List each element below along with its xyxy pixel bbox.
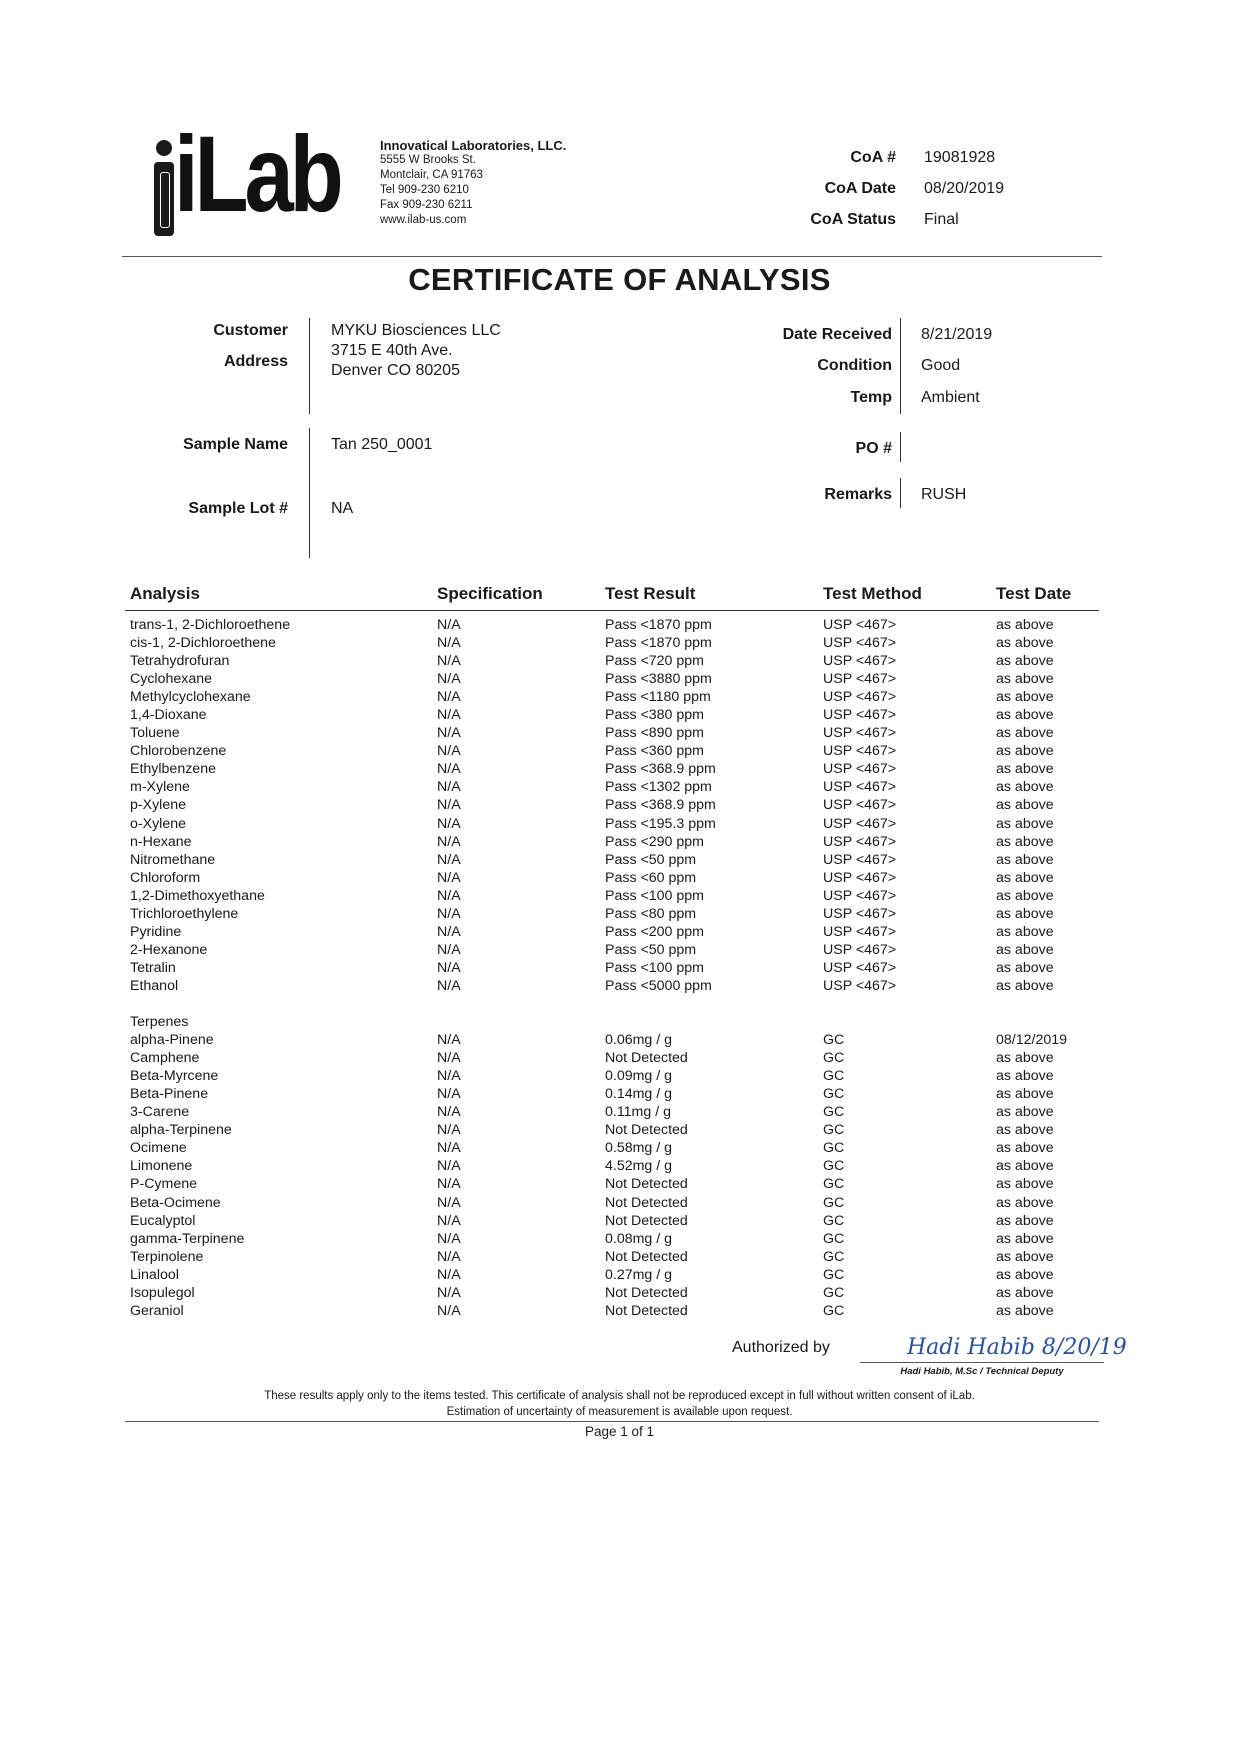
header-analysis: Analysis — [130, 584, 200, 603]
cell-analysis: 2-Hexanone — [130, 941, 208, 958]
cell-test-result: Not Detected — [605, 1194, 688, 1211]
cell-test-method: GC — [823, 1158, 845, 1175]
sample-name-label: Sample Name — [183, 436, 288, 453]
cell-test-date: as above — [996, 617, 1054, 633]
cell-analysis: n-Hexane — [130, 833, 192, 850]
cell-analysis: Eucalyptol — [130, 1212, 196, 1229]
cell-test-method: USP <467> — [823, 761, 897, 778]
table-row — [130, 1067, 1090, 1085]
cell-test-date: as above — [996, 1122, 1054, 1139]
signatory-caption: Hadi Habib, M.Sc / Technical Deputy — [900, 1366, 1064, 1377]
cell-test-result: Not Detected — [605, 1284, 688, 1301]
cell-test-method: GC — [823, 1194, 845, 1211]
cell-test-date: as above — [996, 689, 1054, 706]
cell-test-result: Pass <360 ppm — [605, 743, 704, 760]
coa-labels — [780, 142, 896, 235]
cell-analysis: P-Cymene — [130, 1176, 198, 1193]
cell-test-method: USP <467> — [823, 887, 897, 904]
remarks-label: Remarks — [824, 486, 892, 503]
table-row — [130, 706, 1090, 724]
company-name: Innovatical Laboratories, LLC. — [380, 138, 567, 153]
cell-analysis: Terpenes — [130, 1014, 189, 1031]
cell-test-result: Not Detected — [605, 1248, 688, 1265]
header-divider — [122, 256, 1102, 257]
cell-test-result: 0.11mg / g — [605, 1104, 671, 1121]
cell-specification: N/A — [437, 905, 461, 922]
cell-test-result: Pass <1870 ppm — [605, 635, 712, 652]
cell-test-result: Not Detected — [605, 1212, 688, 1229]
company-city: Montclair, CA 91763 — [380, 169, 483, 181]
cell-specification: N/A — [437, 1248, 461, 1265]
remarks-divider — [900, 478, 901, 508]
cell-specification: N/A — [437, 887, 461, 904]
cell-test-method: USP <467> — [823, 959, 897, 976]
cell-specification: N/A — [437, 977, 461, 994]
cell-specification: N/A — [437, 1212, 461, 1229]
cell-analysis: p-Xylene — [130, 797, 186, 814]
cell-specification: N/A — [437, 1050, 461, 1067]
cell-test-method: USP <467> — [823, 977, 897, 994]
cell-analysis: Chlorobenzene — [130, 743, 227, 760]
cell-test-method: USP <467> — [823, 923, 897, 940]
cell-test-method: GC — [823, 1122, 845, 1139]
cell-test-method: GC — [823, 1068, 845, 1085]
cell-test-method: GC — [823, 1050, 845, 1067]
coa-values — [924, 142, 1004, 235]
signature-line — [860, 1362, 1104, 1363]
cell-test-result: Not Detected — [605, 1122, 688, 1139]
cell-test-date: as above — [996, 635, 1054, 652]
cell-analysis: Tetralin — [130, 959, 176, 976]
cell-specification: N/A — [437, 653, 461, 670]
cell-specification: N/A — [437, 851, 461, 868]
cell-test-result: Pass <1302 ppm — [605, 779, 712, 796]
cell-test-result: 0.08mg / g — [605, 1230, 673, 1247]
table-row — [130, 1031, 1090, 1049]
cell-specification: N/A — [437, 959, 461, 976]
customer-label: Customer — [213, 322, 288, 339]
cell-analysis: Nitromethane — [130, 851, 216, 868]
header-specification: Specification — [437, 584, 543, 603]
cell-test-method: GC — [823, 1302, 845, 1319]
cell-test-result: Pass <195.3 ppm — [605, 815, 716, 832]
cell-analysis: cis-1, 2-Dichloroethene — [130, 635, 276, 652]
table-row — [130, 833, 1090, 851]
cell-test-method: USP <467> — [823, 797, 897, 814]
table-row — [130, 1194, 1090, 1212]
table-row — [130, 1103, 1090, 1121]
coa-number: 19081928 — [924, 149, 996, 166]
cell-analysis: Ocimene — [130, 1140, 187, 1157]
table-row — [130, 851, 1090, 869]
cell-specification: N/A — [437, 689, 461, 706]
cell-test-date: as above — [996, 1302, 1054, 1319]
cell-specification: N/A — [437, 617, 461, 633]
cell-test-method: USP <467> — [823, 779, 897, 796]
signature-text: Hadi Habib 8/20/19 — [907, 1335, 1127, 1360]
condition: Good — [921, 357, 961, 374]
table-row — [130, 1248, 1090, 1266]
cell-test-date: as above — [996, 761, 1054, 778]
table-row — [130, 778, 1090, 796]
cell-test-result: Pass <5000 ppm — [605, 977, 712, 994]
table-row — [130, 1049, 1090, 1067]
cell-test-date: as above — [996, 1212, 1054, 1229]
header-test-method: Test Method — [823, 584, 922, 603]
cell-test-date: as above — [996, 1140, 1054, 1157]
cell-specification: N/A — [437, 671, 461, 688]
receipt-divider — [900, 318, 901, 414]
temp-label: Temp — [850, 389, 892, 406]
cell-test-method: GC — [823, 1212, 845, 1229]
logo-text: iLab — [174, 113, 340, 234]
cell-test-method: GC — [823, 1230, 845, 1247]
company-tel: Tel 909-230 6210 — [380, 184, 469, 196]
cell-test-method: USP <467> — [823, 941, 897, 958]
coa-status-label: CoA Status — [810, 211, 896, 228]
cell-test-result: Not Detected — [605, 1176, 688, 1193]
page-number: Page 1 of 1 — [584, 1424, 655, 1439]
date-received: 8/21/2019 — [921, 326, 993, 343]
header-test-date: Test Date — [996, 584, 1072, 603]
cell-test-date: as above — [996, 1266, 1054, 1283]
cell-test-date: as above — [996, 1230, 1054, 1247]
cell-test-date: as above — [996, 1086, 1054, 1103]
cell-analysis: Pyridine — [130, 923, 182, 940]
cell-specification: N/A — [437, 1194, 461, 1211]
table-row — [130, 1175, 1090, 1193]
cell-analysis: Geraniol — [130, 1302, 184, 1319]
cell-specification: N/A — [437, 707, 461, 724]
company-website: www.ilab-us.com — [380, 214, 467, 226]
cell-test-result: 0.58mg / g — [605, 1140, 673, 1157]
cell-analysis: Methylcyclohexane — [130, 689, 251, 706]
cell-test-result: Pass <1870 ppm — [605, 617, 712, 633]
table-row — [130, 724, 1090, 742]
table-row — [130, 1266, 1090, 1284]
cell-test-method: USP <467> — [823, 869, 897, 886]
cell-analysis: trans-1, 2-Dichloroethene — [130, 617, 291, 633]
cell-specification: N/A — [437, 725, 461, 742]
cell-test-date: as above — [996, 707, 1054, 724]
cell-test-result: Pass <200 ppm — [605, 923, 704, 940]
cell-analysis: Camphene — [130, 1050, 200, 1067]
cell-analysis: Beta-Myrcene — [130, 1068, 219, 1085]
customer-divider — [309, 318, 310, 414]
cell-test-result: 0.27mg / g — [605, 1266, 673, 1283]
table-row — [130, 815, 1090, 833]
table-row — [130, 652, 1090, 670]
cell-test-method: USP <467> — [823, 743, 897, 760]
cell-analysis: alpha-Pinene — [130, 1032, 214, 1049]
cell-test-date: as above — [996, 1194, 1054, 1211]
cell-test-result: Pass <290 ppm — [605, 833, 704, 850]
cell-test-date: as above — [996, 977, 1054, 994]
cell-analysis: Limonene — [130, 1158, 193, 1175]
table-row — [130, 1284, 1090, 1302]
cell-specification: N/A — [437, 1158, 461, 1175]
table-row — [130, 941, 1090, 959]
temp: Ambient — [921, 389, 980, 406]
cell-analysis: Beta-Pinene — [130, 1086, 209, 1103]
cell-test-method: USP <467> — [823, 617, 897, 633]
cell-test-result: Pass <890 ppm — [605, 725, 704, 742]
sample-name: Tan 250_0001 — [331, 436, 433, 453]
cell-test-date: as above — [996, 1176, 1054, 1193]
cell-test-date: as above — [996, 1284, 1054, 1301]
cell-specification: N/A — [437, 1086, 461, 1103]
cell-test-result: Pass <3880 ppm — [605, 671, 712, 688]
table-row — [130, 670, 1090, 688]
cell-test-method: USP <467> — [823, 635, 897, 652]
cell-test-method: USP <467> — [823, 671, 897, 688]
cell-test-result: Pass <80 ppm — [605, 905, 697, 922]
table-row — [130, 1085, 1090, 1103]
cell-analysis: gamma-Terpinene — [130, 1230, 245, 1247]
cell-specification: N/A — [437, 941, 461, 958]
cell-test-result: Pass <368.9 ppm — [605, 761, 716, 778]
cell-specification: N/A — [437, 1104, 461, 1121]
ilab-logo — [152, 113, 340, 238]
cell-test-date: as above — [996, 671, 1054, 688]
cell-specification: N/A — [437, 1068, 461, 1085]
cell-test-result: Pass <380 ppm — [605, 707, 704, 724]
cell-test-result: Pass <100 ppm — [605, 959, 704, 976]
cell-test-method: USP <467> — [823, 725, 897, 742]
footer-divider — [125, 1421, 1099, 1422]
cell-analysis: Toluene — [130, 725, 180, 742]
cell-test-method: GC — [823, 1284, 845, 1301]
cell-test-date: as above — [996, 725, 1054, 742]
cell-test-date: as above — [996, 923, 1054, 940]
cell-analysis: Ethanol — [130, 977, 179, 994]
cell-specification: N/A — [437, 833, 461, 850]
table-row — [130, 1013, 1090, 1031]
cell-specification: N/A — [437, 869, 461, 886]
disclaimer-text: These results apply only to the items tested. This certificate of analysis shall not be reproduced except in full without written consent of iLab. — [264, 1390, 975, 1402]
cell-test-date: as above — [996, 887, 1054, 904]
cell-test-date: as above — [996, 653, 1054, 670]
table-row — [130, 869, 1090, 887]
cell-analysis: Trichloroethylene — [130, 905, 239, 922]
cell-test-method: USP <467> — [823, 689, 897, 706]
customer-name: MYKU Biosciences LLC — [331, 322, 501, 339]
cell-specification: N/A — [437, 635, 461, 652]
cell-test-result: 0.06mg / g — [605, 1032, 673, 1049]
table-row — [130, 1212, 1090, 1230]
table-row — [130, 1302, 1090, 1320]
cell-test-date: as above — [996, 743, 1054, 760]
cell-test-method: GC — [823, 1140, 845, 1157]
cell-test-date: as above — [996, 851, 1054, 868]
cell-test-method: GC — [823, 1032, 845, 1049]
cell-test-result: 4.52mg / g — [605, 1158, 673, 1175]
table-row — [130, 634, 1090, 652]
table-row — [130, 887, 1090, 905]
cell-test-method: GC — [823, 1104, 845, 1121]
table-row — [130, 688, 1090, 706]
cell-test-result: Pass <720 ppm — [605, 653, 704, 670]
customer-street: 3715 E 40th Ave. — [331, 342, 453, 359]
cell-specification: N/A — [437, 1032, 461, 1049]
cell-test-method: USP <467> — [823, 833, 897, 850]
cell-test-date: as above — [996, 779, 1054, 796]
cell-test-method: USP <467> — [823, 653, 897, 670]
table-row — [130, 760, 1090, 778]
company-fax: Fax 909-230 6211 — [380, 199, 473, 211]
table-row — [130, 1157, 1090, 1175]
table-row — [130, 995, 1090, 1013]
cell-test-date: as above — [996, 869, 1054, 886]
cell-analysis: Linalool — [130, 1266, 179, 1283]
table-row — [130, 1230, 1090, 1248]
cell-analysis: alpha-Terpinene — [130, 1122, 232, 1139]
table-header-divider — [125, 610, 1099, 611]
table-row — [130, 1121, 1090, 1139]
cell-test-date: as above — [996, 815, 1054, 832]
cell-test-date: as above — [996, 1068, 1054, 1085]
cell-test-date: as above — [996, 1248, 1054, 1265]
cell-specification: N/A — [437, 1302, 461, 1319]
customer-city: Denver CO 80205 — [331, 362, 460, 379]
address-label: Address — [223, 353, 288, 370]
cell-analysis: Beta-Ocimene — [130, 1194, 221, 1211]
cell-specification: N/A — [437, 815, 461, 832]
cell-test-result: Pass <60 ppm — [605, 869, 697, 886]
cell-analysis: Isopulegol — [130, 1284, 195, 1301]
cell-analysis: Tetrahydrofuran — [130, 653, 230, 670]
date-received-label: Date Received — [782, 326, 892, 343]
cell-specification: N/A — [437, 1176, 461, 1193]
cell-test-method: USP <467> — [823, 851, 897, 868]
po-divider — [900, 432, 901, 462]
table-row — [130, 1139, 1090, 1157]
cell-test-date: as above — [996, 1050, 1054, 1067]
table-row — [130, 796, 1090, 814]
cell-test-result: 0.14mg / g — [605, 1086, 673, 1103]
cell-test-result: Pass <1180 ppm — [605, 689, 711, 706]
coa-date: 08/20/2019 — [924, 180, 1005, 197]
cell-specification: N/A — [437, 779, 461, 796]
condition-label: Condition — [817, 357, 892, 374]
cell-analysis: 1,2-Dimethoxyethane — [130, 887, 265, 904]
cell-test-method: GC — [823, 1176, 845, 1193]
cell-test-method: USP <467> — [823, 707, 897, 724]
sample-lot: NA — [331, 500, 354, 517]
cell-test-result: Pass <368.9 ppm — [605, 797, 716, 814]
cell-specification: N/A — [437, 1140, 461, 1157]
cell-specification: N/A — [437, 923, 461, 940]
table-row — [130, 905, 1090, 923]
signature — [905, 1328, 1127, 1364]
authorized-by-label: Authorized by — [732, 1339, 830, 1356]
sample-divider — [309, 428, 310, 558]
cell-test-method: GC — [823, 1248, 845, 1265]
cell-test-result: Pass <100 ppm — [605, 887, 704, 904]
cell-test-method: USP <467> — [823, 905, 897, 922]
cell-specification: N/A — [437, 1284, 461, 1301]
results-table — [130, 616, 1090, 1320]
cell-analysis: 1,4-Dioxane — [130, 707, 207, 724]
table-row — [130, 742, 1090, 760]
cell-test-date: as above — [996, 1104, 1054, 1121]
cell-test-method: GC — [823, 1086, 845, 1103]
cell-analysis: Cyclohexane — [130, 671, 213, 688]
cell-specification: N/A — [437, 761, 461, 778]
cell-test-date: as above — [996, 959, 1054, 976]
table-row — [130, 977, 1090, 995]
sample-lot-label: Sample Lot # — [188, 500, 288, 517]
coa-number-label: CoA # — [850, 149, 896, 166]
cell-analysis: Terpinolene — [130, 1248, 204, 1265]
uncertainty-text: Estimation of uncertainty of measurement is available upon request. — [446, 1406, 793, 1418]
po-label: PO # — [855, 440, 892, 457]
coa-date-label: CoA Date — [824, 180, 896, 197]
cell-test-date: as above — [996, 905, 1054, 922]
cell-test-date: as above — [996, 1158, 1054, 1175]
cell-test-date: 08/12/2019 — [996, 1032, 1068, 1049]
coa-status: Final — [924, 211, 959, 228]
cell-specification: N/A — [437, 1230, 461, 1247]
cell-analysis: Chloroform — [130, 869, 201, 886]
table-row — [130, 616, 1090, 634]
cell-test-method: USP <467> — [823, 815, 897, 832]
cell-test-result: 0.09mg / g — [605, 1068, 673, 1085]
cell-analysis: o-Xylene — [130, 815, 186, 832]
cell-test-date: as above — [996, 797, 1054, 814]
cell-test-result: Pass <50 ppm — [605, 941, 697, 958]
document-title: CERTIFICATE OF ANALYSIS — [408, 262, 831, 297]
cell-test-result: Pass <50 ppm — [605, 851, 697, 868]
cell-test-result: Not Detected — [605, 1050, 688, 1067]
logo-dot — [156, 140, 172, 156]
cell-test-method: GC — [823, 1266, 845, 1283]
cell-specification: N/A — [437, 1266, 461, 1283]
cell-analysis: m-Xylene — [130, 779, 190, 796]
table-row — [130, 959, 1090, 977]
cell-analysis: Ethylbenzene — [130, 761, 216, 778]
cell-specification: N/A — [437, 1122, 461, 1139]
table-row — [130, 923, 1090, 941]
remarks: RUSH — [921, 486, 967, 503]
cell-test-date: as above — [996, 833, 1054, 850]
cell-analysis: 3-Carene — [130, 1104, 190, 1121]
cell-test-date: as above — [996, 941, 1054, 958]
cell-specification: N/A — [437, 743, 461, 760]
company-info — [380, 138, 566, 228]
logo-test-tube-icon — [154, 162, 174, 236]
header-test-result: Test Result — [605, 584, 696, 603]
cell-test-result: Not Detected — [605, 1302, 688, 1319]
cell-specification: N/A — [437, 797, 461, 814]
company-street: 5555 W Brooks St. — [380, 154, 476, 166]
